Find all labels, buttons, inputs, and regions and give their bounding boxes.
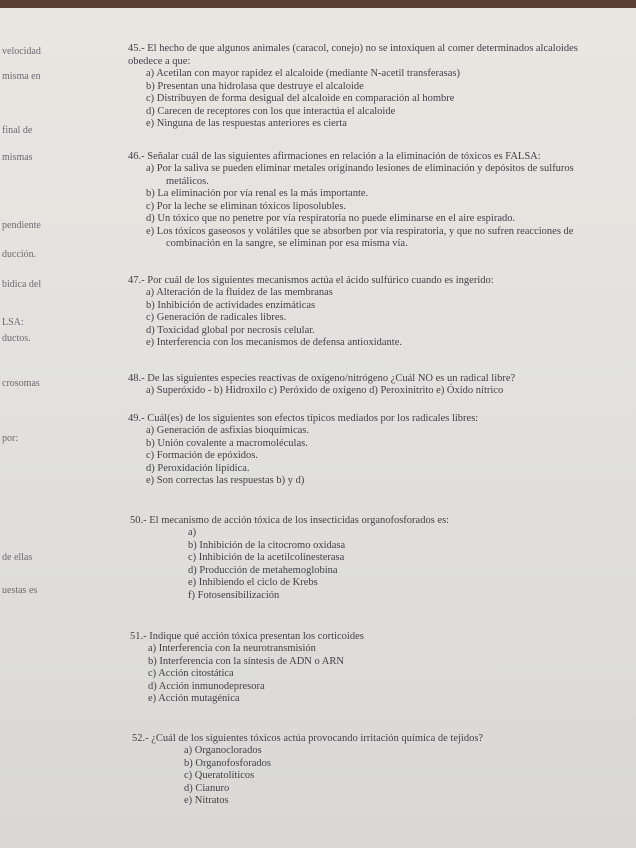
option-46e[interactable]: e) Los tóxicos gaseosos y volátiles que se absorben por vía respiratoria, y que no sufren reacciones de [146, 225, 574, 237]
question-47 [128, 274, 636, 350]
option-45c[interactable]: c) Distribuyen de forma desigual del alcaloide en comparación al hombre [146, 93, 455, 104]
option-52a[interactable]: a) Organoclorados [184, 745, 262, 756]
option-47b[interactable]: b) Inhibición de actividades enzimáticas [146, 299, 316, 311]
option-46b[interactable]: b) La eliminación por vía renal es la más importante. [146, 188, 369, 199]
margin-note: misma en [2, 71, 41, 82]
question-46-stem: 46.- Señalar cuál de las siguientes afirmaciones en relación a la eliminación de tóxicos es FALSA: [128, 151, 541, 162]
option-52d[interactable]: d) Cianuro [184, 782, 230, 794]
option-50c[interactable]: c) Inhibición de la acetilcolinesterasa [188, 552, 345, 563]
option-52e[interactable]: e) Nitratos [184, 795, 229, 806]
option-45a[interactable]: a) Acetilan con mayor rapidez el alcaloide (mediante N-acetil transferasas) [146, 68, 460, 79]
question-51 [130, 630, 636, 706]
margin-note: ducción. [2, 249, 37, 260]
margin-note: uestas es [2, 585, 38, 596]
option-46a-cont: metálicos. [166, 175, 209, 187]
option-50d[interactable]: d) Producción de metahemoglobina [188, 564, 338, 576]
question-47-stem: 47.- Por cuál de los siguientes mecanismos actúa el ácido sulfúrico cuando es ingerido: [128, 275, 494, 286]
question-51-stem: 51.- Indique qué acción tóxica presentan los corticoides [130, 631, 364, 642]
margin-note: ductos. [2, 333, 31, 344]
margin-note: final de [2, 125, 33, 136]
question-45 [128, 42, 636, 131]
option-47c[interactable]: c) Generación de radicales libres. [146, 312, 287, 323]
question-52 [132, 732, 636, 808]
margin-note: pendiente [2, 220, 41, 231]
option-47d[interactable]: d) Toxicidad global por necrosis celular. [146, 324, 315, 336]
option-45e[interactable]: e) Ninguna de las respuestas anteriores es cierta [146, 118, 347, 129]
question-48 [128, 372, 636, 398]
option-49d[interactable]: d) Peroxidación lipídica. [146, 462, 250, 474]
option-46a[interactable]: a) Por la saliva se pueden eliminar metales originando lesiones de eliminación y depósitos de sulfuros [146, 163, 574, 174]
margin-note: de ellas [2, 552, 33, 563]
margin-note: bidica del [2, 279, 42, 290]
option-51b[interactable]: b) Interferencia con la síntesis de ADN o ARN [148, 655, 344, 667]
question-50-stem: 50.- El mecanismo de acción tóxica de los insecticidas organofosforados es: [130, 515, 450, 526]
question-48-stem: 48.- De las siguientes especies reactivas de oxígeno/nitrógeno ¿Cuál NO es un radical libre? [128, 373, 516, 384]
question-45-stem: 45.- El hecho de que algunos animales (caracol, conejo) no se intoxiquen al comer determinados alcaloides [128, 43, 578, 54]
option-45b[interactable]: b) Presentan una hidrolasa que destruye el alcaloide [146, 80, 364, 92]
option-46c[interactable]: c) Por la leche se eliminan tóxicos liposolubles. [146, 200, 347, 212]
question-46 [128, 150, 636, 251]
option-52b[interactable]: b) Organofosforados [184, 757, 271, 769]
margin-note: crosomas [2, 378, 40, 389]
margin-note: velocidad [2, 46, 41, 57]
option-46d[interactable]: d) Un tóxico que no penetre por vía respiratoria no puede eliminarse en el aire espirado. [146, 213, 516, 224]
option-45d[interactable]: d) Carecen de receptores con los que interactúa el alcaloide [146, 105, 396, 117]
option-50f[interactable]: f) Fotosensibilización [188, 589, 280, 601]
option-51c[interactable]: c) Acción citostática [148, 668, 234, 679]
option-51d[interactable]: d) Acción inmunodepresora [148, 680, 265, 692]
option-52c[interactable]: c) Queratolíticos [184, 770, 255, 781]
question-48-options[interactable]: a) Superóxido - b) Hidroxilo c) Peróxido de oxígeno d) Peroxinitrito e) Óxido nítrico [146, 385, 504, 396]
option-50e[interactable]: e) Inhibiendo el ciclo de Krebs [188, 577, 318, 588]
option-49e[interactable]: e) Son correctas las respuestas b) y d) [146, 475, 305, 486]
question-52-stem: 52.- ¿Cuál de los siguientes tóxicos actúa provocando irritación química de tejidos? [132, 733, 484, 744]
question-50 [130, 514, 636, 602]
question-49 [128, 412, 636, 488]
margin-note: mismas [2, 152, 33, 163]
option-51a[interactable]: a) Interferencia con la neurotransmisión [148, 643, 316, 654]
top-edge [0, 0, 636, 8]
margin-note: por: [2, 433, 19, 444]
option-50b[interactable]: b) Inhibición de la citocromo oxidasa [188, 539, 346, 551]
option-47e[interactable]: e) Interferencia con los mecanismos de defensa antioxidante. [146, 337, 402, 348]
option-50a[interactable]: a) [188, 527, 197, 538]
question-45-stem-cont: obedece a que: [128, 56, 191, 67]
question-49-stem: 49.- Cuál(es) de los siguientes son efectos típicos mediados por los radicales libres: [128, 413, 479, 424]
margin-note: LSA: [2, 317, 24, 328]
option-49c[interactable]: c) Formación de epóxidos. [146, 450, 258, 461]
option-47a[interactable]: a) Alteración de la fluidez de las membranas [146, 287, 333, 298]
option-49b[interactable]: b) Unión covalente a macromoléculas. [146, 437, 308, 449]
option-46e-cont: combinación en la sangre, se eliminan por esa misma vía. [166, 238, 408, 249]
option-49a[interactable]: a) Generación de asfixias bioquímicas. [146, 425, 309, 436]
option-51e[interactable]: e) Acción mutagénica [148, 693, 240, 704]
